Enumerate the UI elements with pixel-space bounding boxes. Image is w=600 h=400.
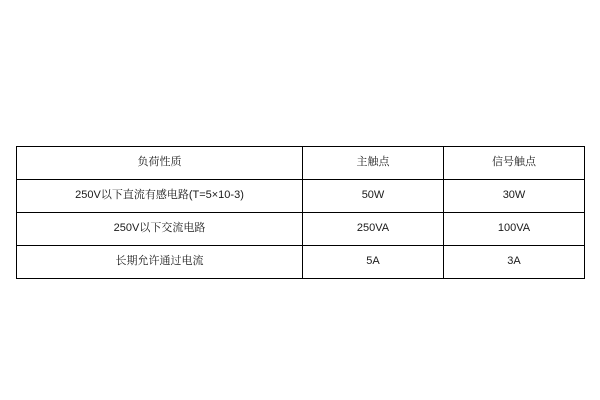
cell-signal-contact: 3A: [444, 246, 585, 279]
cell-load-nature: 250V以下直流有感电路(T=5×10-3): [17, 180, 303, 213]
cell-main-contact: 5A: [303, 246, 444, 279]
cell-signal-contact: 100VA: [444, 213, 585, 246]
table-row: [17, 180, 585, 213]
column-header-load-nature: 负荷性质: [17, 147, 303, 180]
spec-table-container: [16, 146, 584, 279]
column-header-signal-contact: 信号触点: [444, 147, 585, 180]
table-header-row: [17, 147, 585, 180]
cell-main-contact: 50W: [303, 180, 444, 213]
cell-load-nature: 250V以下交流电路: [17, 213, 303, 246]
column-header-main-contact: 主触点: [303, 147, 444, 180]
contact-rating-table: [16, 146, 585, 279]
table-row: [17, 213, 585, 246]
cell-load-nature: 长期允许通过电流: [17, 246, 303, 279]
cell-main-contact: 250VA: [303, 213, 444, 246]
table-row: [17, 246, 585, 279]
cell-signal-contact: 30W: [444, 180, 585, 213]
